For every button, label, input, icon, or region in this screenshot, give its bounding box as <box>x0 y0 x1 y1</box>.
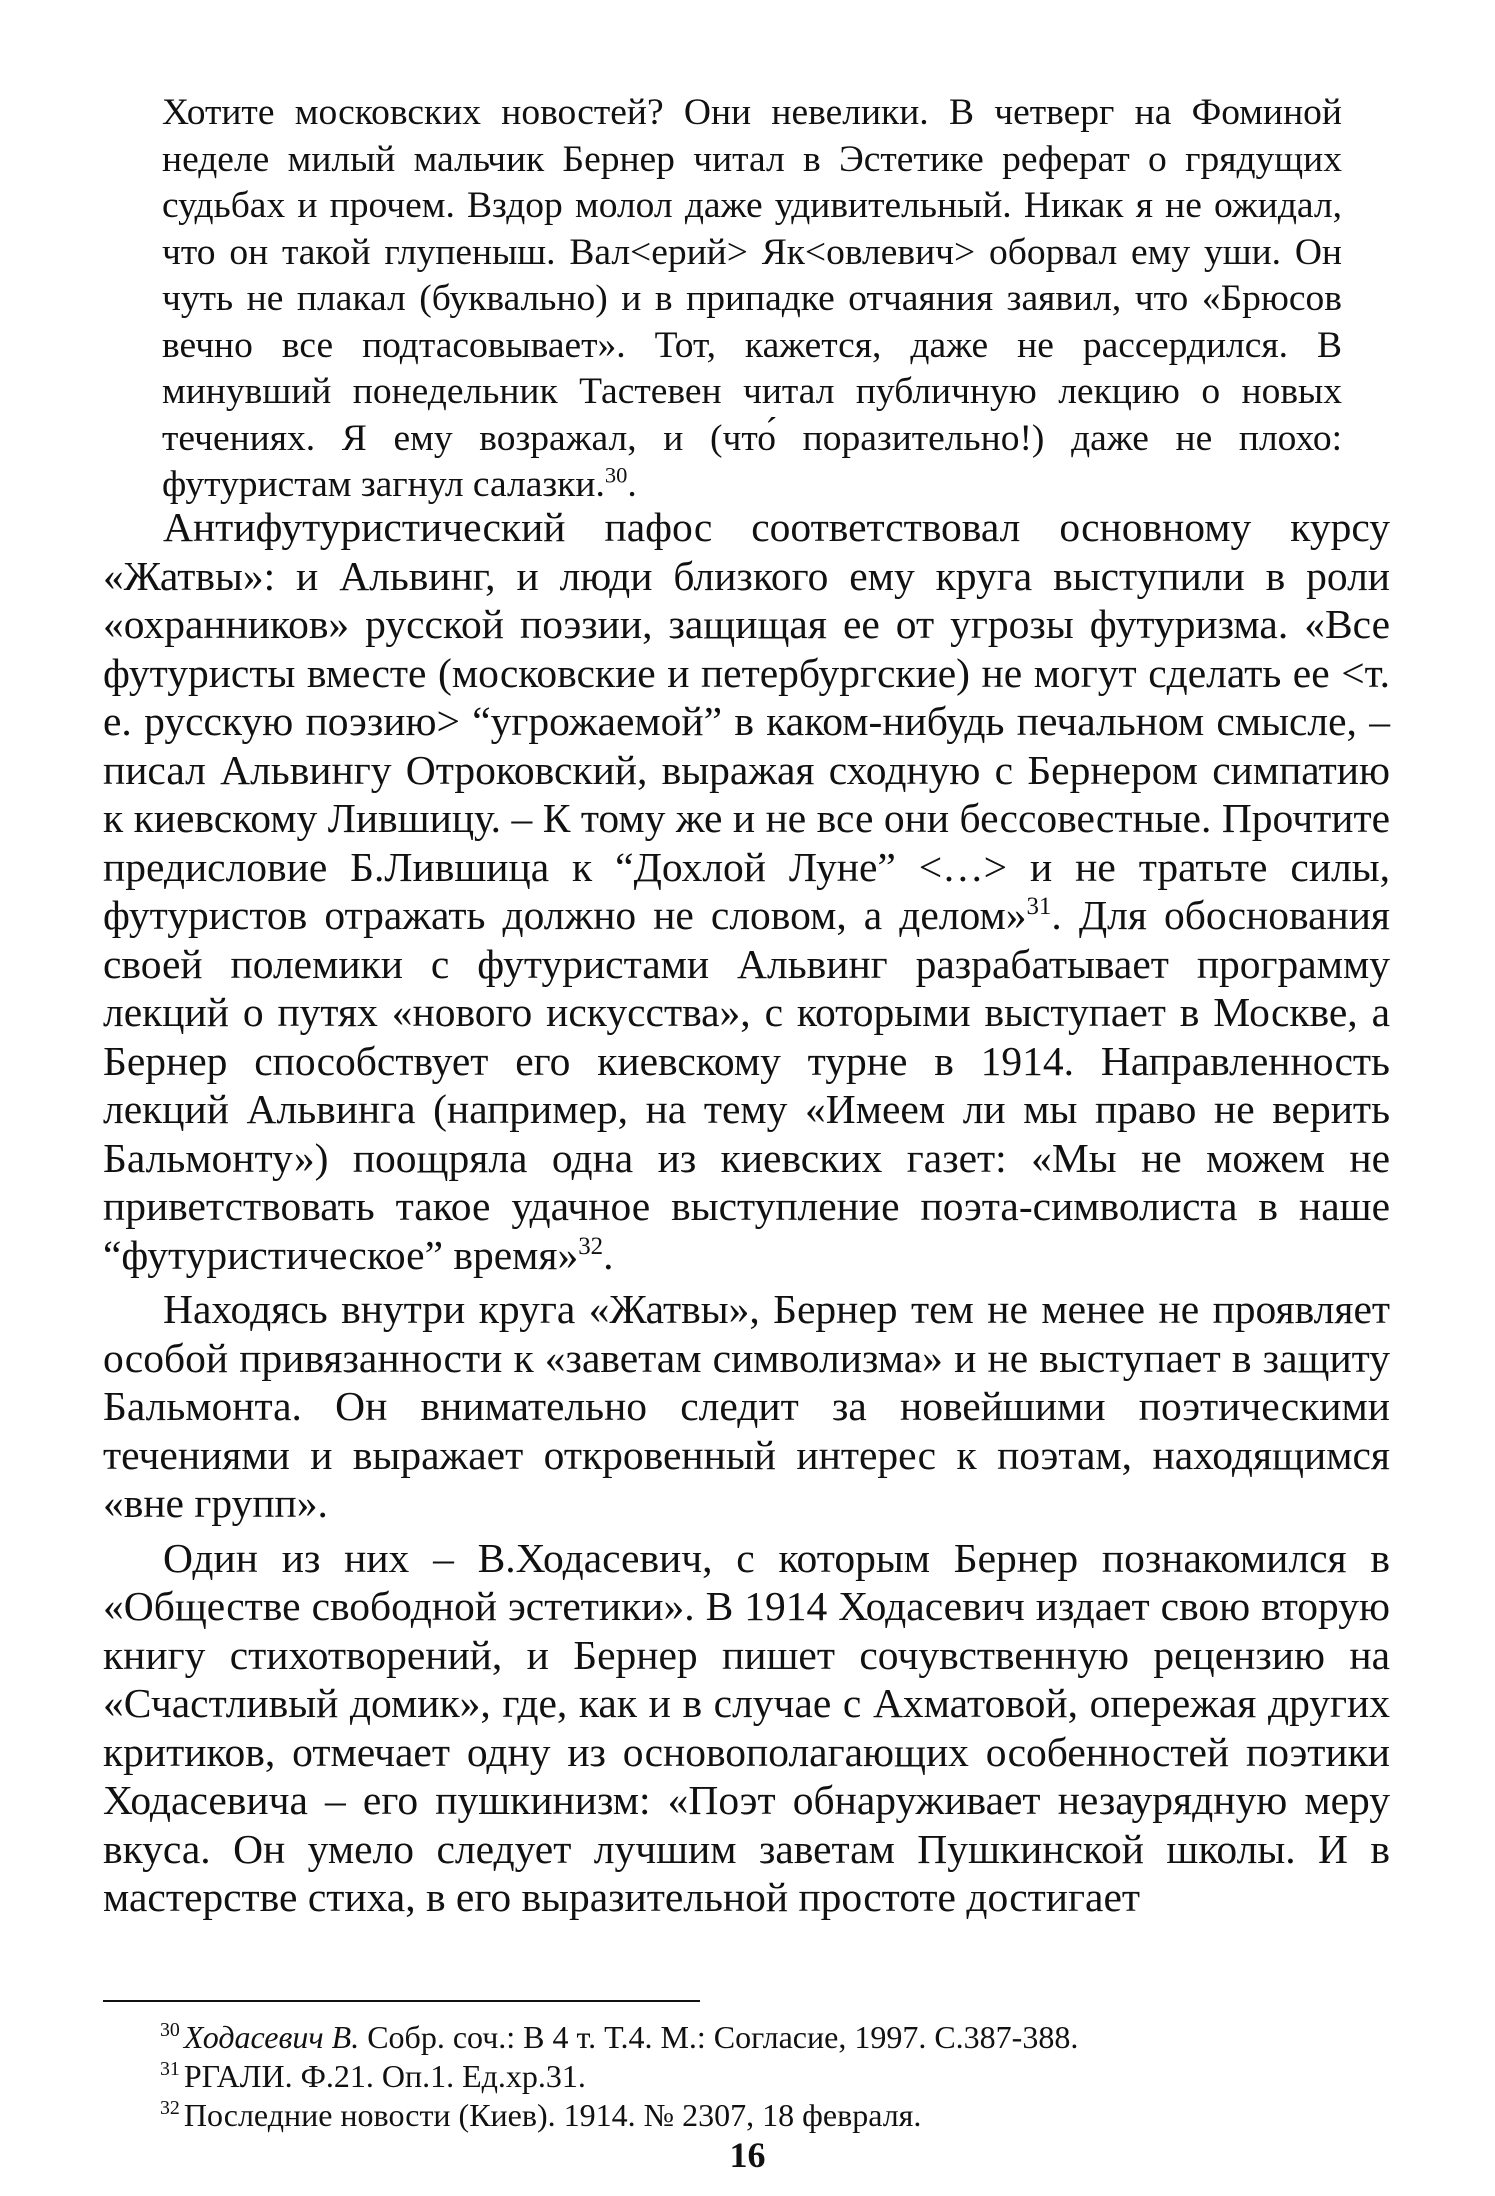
footnote-ref-31[interactable]: 31 <box>1026 893 1052 921</box>
paragraph-zhatva-circle <box>103 1285 1390 1528</box>
paragraph-antifuturism <box>103 503 1390 1279</box>
paragraph-khodasevich <box>103 1534 1390 1922</box>
footnote-ref-32[interactable]: 32 <box>578 1232 604 1260</box>
paragraph-text: . <box>603 1231 614 1278</box>
footnote-32 <box>160 2096 1360 2135</box>
paragraph-text: Антифутуристический пафос соответствовал основному курсу «Жатвы»: и Альвинг, и люди близкого ему круга выступили в роли «охранников» русской поэзии, защищая ее от угрозы футуризма. «Все футуристы вместе (московские и петербургские) не могут сделать ее <т. е. русскую поэзию> “угрожаемой” в каком-нибудь печальном смысле, – писал Альвингу Отроковский, выражая сходную с Бернером симпатию к киевскому Лившицу. – К тому же и не все они бессовестные. Прочтите предисловие Б.Лившица к “Дохлой Луне” <…> и не тратьте силы, футуристов отражать должно не словом, а делом» <box>103 504 1390 938</box>
quote-end: . <box>627 464 637 505</box>
block-quote <box>162 90 1342 509</box>
footnote-text: Собр. соч.: В 4 т. Т.4. М.: Согласие, 1997. С.387-388. <box>359 2019 1079 2055</box>
page-number: 16 <box>729 2135 766 2175</box>
body-text <box>103 503 1390 1928</box>
footnote-author: Ходасевич В. <box>183 2019 360 2055</box>
paragraph-text: Находясь внутри круга «Жатвы», Бернер тем не менее не проявляет особой привязанности к «заветам символизма» и не выступает в защиту Бальмонта. Он внимательно следит за новейшими поэтическими течениями и выражает откровенный интерес к поэтам, находящимся «вне групп». <box>103 1286 1390 1526</box>
footnote-text: Последние новости (Киев). 1914. № 2307, 18 февраля. <box>183 2097 922 2133</box>
footnote-number: 32 <box>160 2097 180 2120</box>
footnote-number: 30 <box>160 2019 180 2042</box>
footnote-ref-30[interactable]: 30 <box>604 462 628 488</box>
footnotes <box>160 2018 1360 2135</box>
footnote-number: 31 <box>160 2058 180 2081</box>
footnote-text: РГАЛИ. Ф.21. Оп.1. Ед.хр.31. <box>183 2058 586 2094</box>
quote-text: Хотите московских новостей? Они невелики. В четверг на Фоминой неделе милый мальчик Бернер читал в Эстетике реферат о грядущих судьбах и прочем. Вздор молол даже удивительный. Никак я не ожидал, что он такой глупеныш. Вал<ерий> Як<овлевич> оборвал ему уши. Он чуть не плакал (буквально) и в припадке отчаяния заявил, что «Брюсов вечно все подтасовывает». Тот, кажется, даже не рассердился. В минувший понедельник Тастевен читал публичную лекцию о новых течениях. Я ему возражал, и (что́ поразительно!) даже не плохо: футуристам загнул салазки. <box>162 92 1342 505</box>
footnote-31 <box>160 2057 1360 2096</box>
paragraph-text: Один из них – В.Ходасевич, с которым Бернер познакомился в «Обществе свободной эстетики». В 1914 Ходасевич издает свою вторую книгу стихотворений, и Бернер пишет сочувственную рецензию на «Счастливый домик», где, как и в случае с Ахматовой, опережая других критиков, отмечает одну из основополагающих особенностей поэтики Ходасевича – его пушкинизм: «Поэт обнаруживает незаурядную меру вкуса. Он умело следует лучшим заветам Пушкинской школы. И в мастерстве стиха, в его выразительной простоте достигает <box>103 1534 1390 1920</box>
footnote-separator <box>103 2000 700 2002</box>
paragraph-text: . Для обоснования своей полемики с футуристами Альвинг разрабатывает программу лекций о путях «нового искусства», с которыми выступает в Москве, а Бернер способствует его киевскому турне в 1914. Направленность лекций Альвинга (например, на тему «Имеем ли мы право не верить Бальмонту») поощряла одна из киевских газет: «Мы не можем не приветствовать такое удачное выступление поэта-символиста в наше “футуристическое” время» <box>103 892 1390 1278</box>
footnote-30 <box>160 2018 1360 2057</box>
